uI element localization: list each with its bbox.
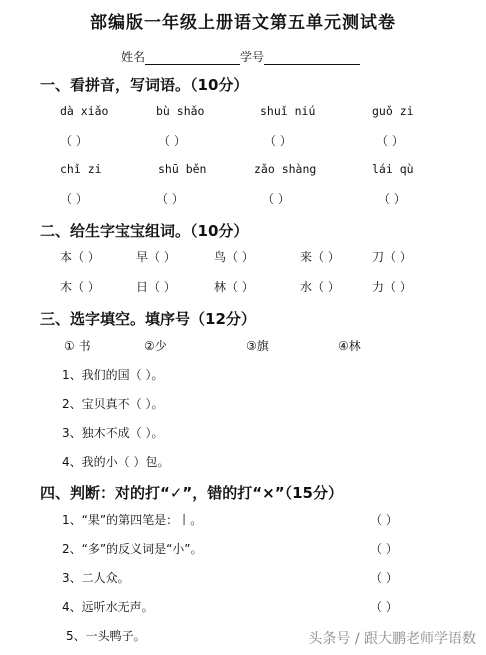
section-heading-3: 三、选字填空。填序号（12分）	[40, 310, 256, 328]
pinyin-8: lái qù	[372, 162, 414, 176]
judge-answer-blank[interactable]: （ ）	[370, 600, 398, 614]
page-title: 部编版一年级上册语文第五单元测试卷	[90, 13, 396, 33]
word-group-item[interactable]: 木（ ）	[60, 280, 100, 294]
name-label: 姓名	[121, 50, 146, 64]
judge-item-5: 5、一头鸭子。	[66, 629, 146, 643]
section-heading-2: 二、给生字宝宝组词。（10分）	[40, 222, 249, 240]
option-3: ③旗	[246, 339, 269, 353]
answer-blank[interactable]: （ ）	[60, 134, 88, 148]
option-2: ②少	[144, 339, 167, 353]
answer-blank[interactable]: （ ）	[264, 134, 292, 148]
word-group-item[interactable]: 林（ ）	[214, 280, 254, 294]
answer-blank[interactable]: （ ）	[60, 192, 88, 206]
student-info	[121, 48, 360, 65]
option-4: ④林	[338, 339, 361, 353]
number-label: 学号	[240, 50, 265, 64]
fill-item-1[interactable]: 1、我们的国（ ）。	[62, 368, 164, 382]
word-group-item[interactable]: 本（ ）	[60, 250, 100, 264]
answer-blank[interactable]: （ ）	[378, 192, 406, 206]
word-group-item[interactable]: 鸟（ ）	[214, 250, 254, 264]
pinyin-1: dà xiǎo	[60, 104, 109, 118]
pinyin-6: shū běn	[158, 162, 207, 176]
word-group-item[interactable]: 早（ ）	[136, 250, 176, 264]
watermark-text: 头条号 / 跟大鹏老师学语数	[308, 631, 476, 647]
section-heading-4: 四、判断：对的打“✓”，错的打“×”（15分）	[40, 484, 343, 502]
pinyin-4: guǒ zi	[372, 104, 414, 118]
option-1: ① 书	[64, 339, 91, 353]
answer-blank[interactable]: （ ）	[376, 134, 404, 148]
fill-item-4[interactable]: 4、我的小（ ）包。	[62, 455, 170, 469]
answer-blank[interactable]: （ ）	[156, 192, 184, 206]
fill-item-3[interactable]: 3、独木不成（ ）。	[62, 426, 164, 440]
judge-answer-blank[interactable]: （ ）	[370, 542, 398, 556]
answer-blank[interactable]: （ ）	[158, 134, 186, 148]
answer-blank[interactable]: （ ）	[262, 192, 290, 206]
judge-item-2: 2、“多”的反义词是“小”。	[62, 542, 203, 556]
judge-item-3: 3、二人众。	[62, 571, 130, 585]
section-heading-1: 一、看拼音，写词语。（10分）	[40, 76, 249, 94]
number-blank[interactable]	[264, 52, 360, 65]
word-group-item[interactable]: 来（ ）	[300, 250, 340, 264]
word-group-item[interactable]: 刀（ ）	[372, 250, 412, 264]
word-group-item[interactable]: 水（ ）	[300, 280, 340, 294]
fill-item-2[interactable]: 2、宝贝真不（ ）。	[62, 397, 164, 411]
pinyin-5: chǐ zi	[60, 162, 102, 176]
judge-answer-blank[interactable]: （ ）	[370, 513, 398, 527]
word-group-item[interactable]: 力（ ）	[372, 280, 412, 294]
judge-answer-blank[interactable]: （ ）	[370, 571, 398, 585]
name-blank[interactable]	[145, 52, 240, 65]
judge-item-1: 1、“果”的第四笔是：丨。	[62, 513, 203, 527]
judge-item-4: 4、远听水无声。	[62, 600, 154, 614]
word-group-item[interactable]: 日（ ）	[136, 280, 176, 294]
pinyin-2: bù shǎo	[156, 104, 205, 118]
pinyin-7: zǎo shàng	[254, 162, 317, 176]
pinyin-3: shuǐ niú	[260, 104, 316, 118]
